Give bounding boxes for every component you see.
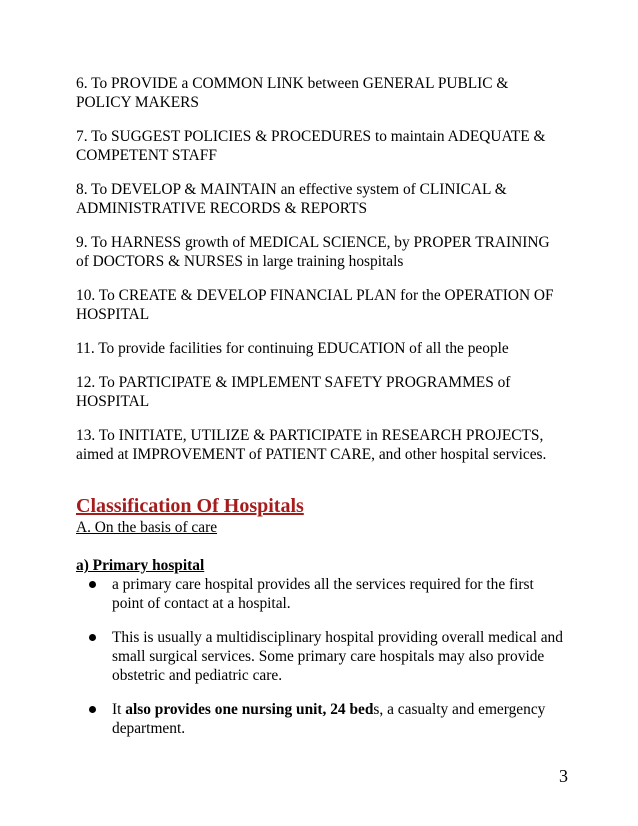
objective-item-8: 8. To DEVELOP & MAINTAIN an effective system of CLINICAL & ADMINISTRATIVE RECORDS & REPORTS — [76, 181, 507, 217]
objective-item-12: 12. To PARTICIPATE & IMPLEMENT SAFETY PROGRAMMES of HOSPITAL — [76, 374, 511, 410]
primary-hospital-list — [76, 575, 566, 738]
list-item-text-post: s, a casualty and emergency department. — [112, 701, 546, 737]
bullet-icon — [89, 634, 96, 641]
objective-item-6: 6. To PROVIDE a COMMON LINK between GENERAL PUBLIC & POLICY MAKERS — [76, 75, 509, 111]
list-item-text-bold: also provides one nursing unit, 24 bed — [125, 701, 374, 718]
bullet-icon — [89, 706, 96, 713]
list-item — [76, 700, 566, 738]
list-item-text: This is usually a multidisciplinary hospital providing overall medical and small surgical services. Some primary care hospitals may also provide obstetric and pediatric care. — [112, 629, 563, 684]
section-heading: Classification Of Hospitals — [76, 495, 304, 517]
page-number: 3 — [559, 766, 568, 786]
document-page — [76, 74, 566, 738]
section-subheading: A. On the basis of care — [76, 519, 218, 536]
objective-item-11: 11. To provide facilities for continuing EDUCATION of all the people — [76, 340, 509, 357]
objective-item-10: 10. To CREATE & DEVELOP FINANCIAL PLAN for the OPERATION OF HOSPITAL — [76, 287, 554, 323]
objective-item-9: 9. To HARNESS growth of MEDICAL SCIENCE, by PROPER TRAINING of DOCTORS & NURSES in large training hospitals — [76, 234, 550, 270]
list-item-text: a primary care hospital provides all the services required for the first point of contact at a hospital. — [112, 576, 534, 612]
list-item — [76, 575, 566, 613]
objective-item-7: 7. To SUGGEST POLICIES & PROCEDURES to maintain ADEQUATE & COMPETENT STAFF — [76, 128, 546, 164]
list-item-text-pre: It — [112, 701, 126, 718]
bullet-icon — [89, 581, 96, 588]
list-item — [76, 628, 566, 685]
objective-item-13: 13. To INITIATE, UTILIZE & PARTICIPATE in RESEARCH PROJECTS, aimed at IMPROVEMENT of PATIENT CARE, and other hospital services. — [76, 427, 547, 463]
primary-hospital-heading: a) Primary hospital — [76, 557, 205, 574]
